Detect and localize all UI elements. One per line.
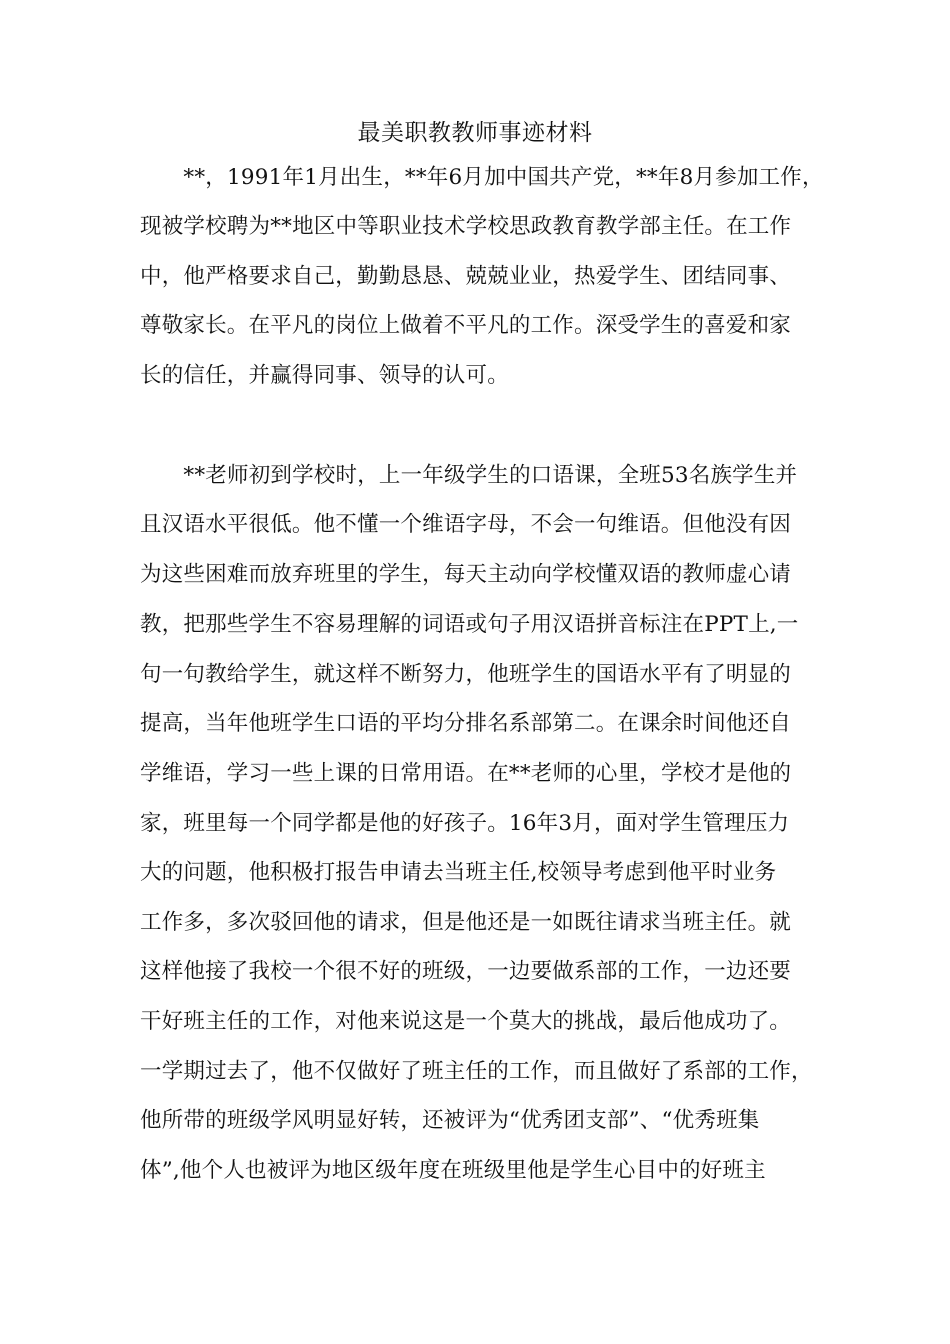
paragraph-line: 中，他严格要求自己，勤勤恳恳、兢兢业业，热爱学生、团结同事、: [140, 264, 792, 289]
paragraph-line: **老师初到学校时，上一年级学生的口语课，全班53名族学生并: [140, 463, 798, 488]
paragraph-line: 家，班里每一个同学都是他的好孩子。16年3月，面对学生管理压力: [140, 811, 790, 836]
document-title: 最美职教教师事迹材料: [357, 120, 593, 146]
paragraph-line: 他所带的班级学风明显好转，还被评为“优秀团支部”、“优秀班集: [140, 1108, 760, 1133]
paragraph-line: 尊敬家长。在平凡的岗位上做着不平凡的工作。深受学生的喜爱和家: [140, 313, 792, 338]
paragraph-line: 且汉语水平很低。他不懂一个维语字母，不会一句维语。但他没有因: [140, 512, 792, 537]
paragraph-line: 长的信任，并赢得同事、领导的认可。: [140, 363, 509, 388]
paragraph-line: 为这些困难而放弃班里的学生，每天主动向学校懂双语的教师虚心请: [140, 562, 792, 587]
paragraph-line: 这样他接了我校一个很不好的班级，一边要做系部的工作，一边还要: [140, 959, 792, 984]
paragraph-line: 句一句教给学生，就这样不断努力，他班学生的国语水平有了明显的: [140, 662, 792, 687]
paragraph-line: 大的问题，他积极打报告申请去当班主任,校领导考虑到他平时业务: [140, 860, 777, 885]
paragraph-line: 一学期过去了，他不仅做好了班主任的工作，而且做好了系部的工作，: [140, 1059, 813, 1084]
paragraph-line: **，1991年1月出生，**年6月加中国共产党，**年8月参加工作，: [140, 165, 824, 190]
paragraph-line: 干好班主任的工作，对他来说这是一个莫大的挑战，最后他成功了。: [140, 1009, 792, 1034]
paragraph-line: 体”,他个人也被评为地区级年度在班级里他是学生心目中的好班主: [140, 1158, 766, 1183]
paragraph-line: 现被学校聘为**地区中等职业技术学校思政教育教学部主任。在工作: [140, 214, 792, 239]
paragraph-line: 提高，当年他班学生口语的平均分排名系部第二。在课余时间他还自: [140, 711, 792, 736]
paragraph-line: 工作多，多次驳回他的请求，但是他还是一如既往请求当班主任。就: [140, 910, 792, 935]
paragraph-line: 学维语，学习一些上课的日常用语。在**老师的心里，学校才是他的: [140, 761, 792, 786]
paragraph-line: 教，把那些学生不容易理解的词语或句子用汉语拼音标注在PPT上,一: [140, 612, 799, 637]
